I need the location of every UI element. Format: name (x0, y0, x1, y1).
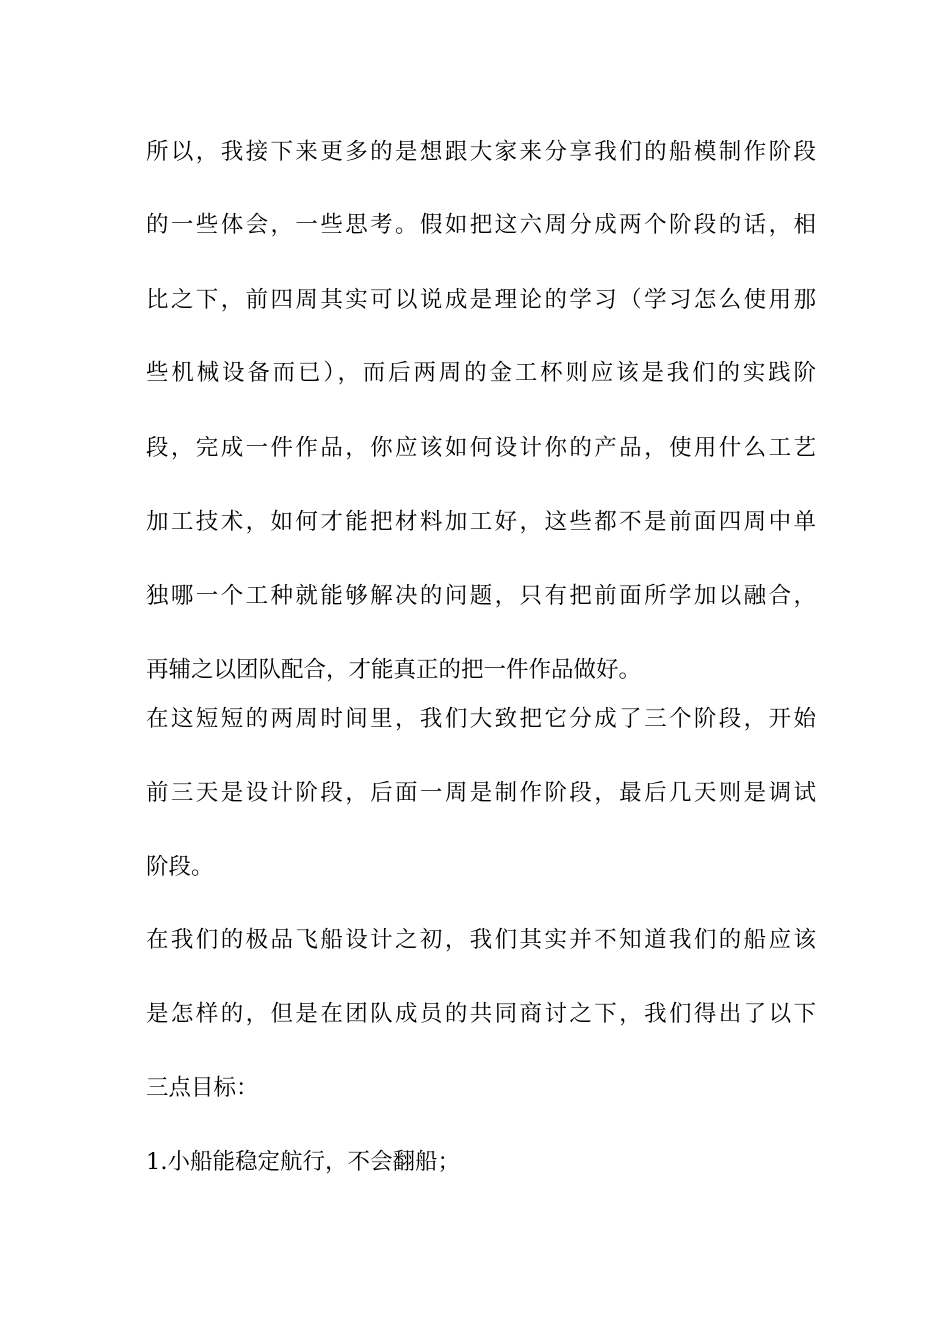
paragraph-line: 再辅之以团队配合，才能真正的把一件作品做好。 (146, 657, 642, 683)
paragraph-line: 的一些体会，一些思考。假如把这六周分成两个阶段的话，相 (146, 212, 816, 238)
paragraph-line: 独哪一个工种就能够解决的问题，只有把前面所学加以融合， (146, 583, 816, 609)
paragraph-line: 在我们的极品飞船设计之初，我们其实并不知道我们的船应该 (146, 927, 816, 953)
paragraph-line: 比之下，前四周其实可以说成是理论的学习（学习怎么使用那 (146, 287, 816, 313)
paragraph-line: 些机械设备而已），而后两周的金工杯则应该是我们的实践阶 (146, 360, 816, 386)
paragraph-line: 是怎样的，但是在团队成员的共同商讨之下，我们得出了以下 (146, 1001, 816, 1027)
paragraph-line: 段，完成一件作品，你应该如何设计你的产品，使用什么工艺 (146, 435, 816, 461)
paragraph-line: 所以，我接下来更多的是想跟大家来分享我们的船模制作阶段 (146, 139, 816, 165)
paragraph-line: 前三天是设计阶段，后面一周是制作阶段，最后几天则是调试 (146, 780, 816, 806)
list-item: 1.小船能稳定航行，不会翻船； (146, 1149, 460, 1175)
paragraph-line: 加工技术，如何才能把材料加工好，这些都不是前面四周中单 (146, 509, 816, 535)
paragraph-line: 阶段。 (146, 854, 214, 880)
paragraph-line: 三点目标： (146, 1075, 259, 1101)
paragraph-line: 在这短短的两周时间里，我们大致把它分成了三个阶段，开始 (146, 706, 816, 732)
